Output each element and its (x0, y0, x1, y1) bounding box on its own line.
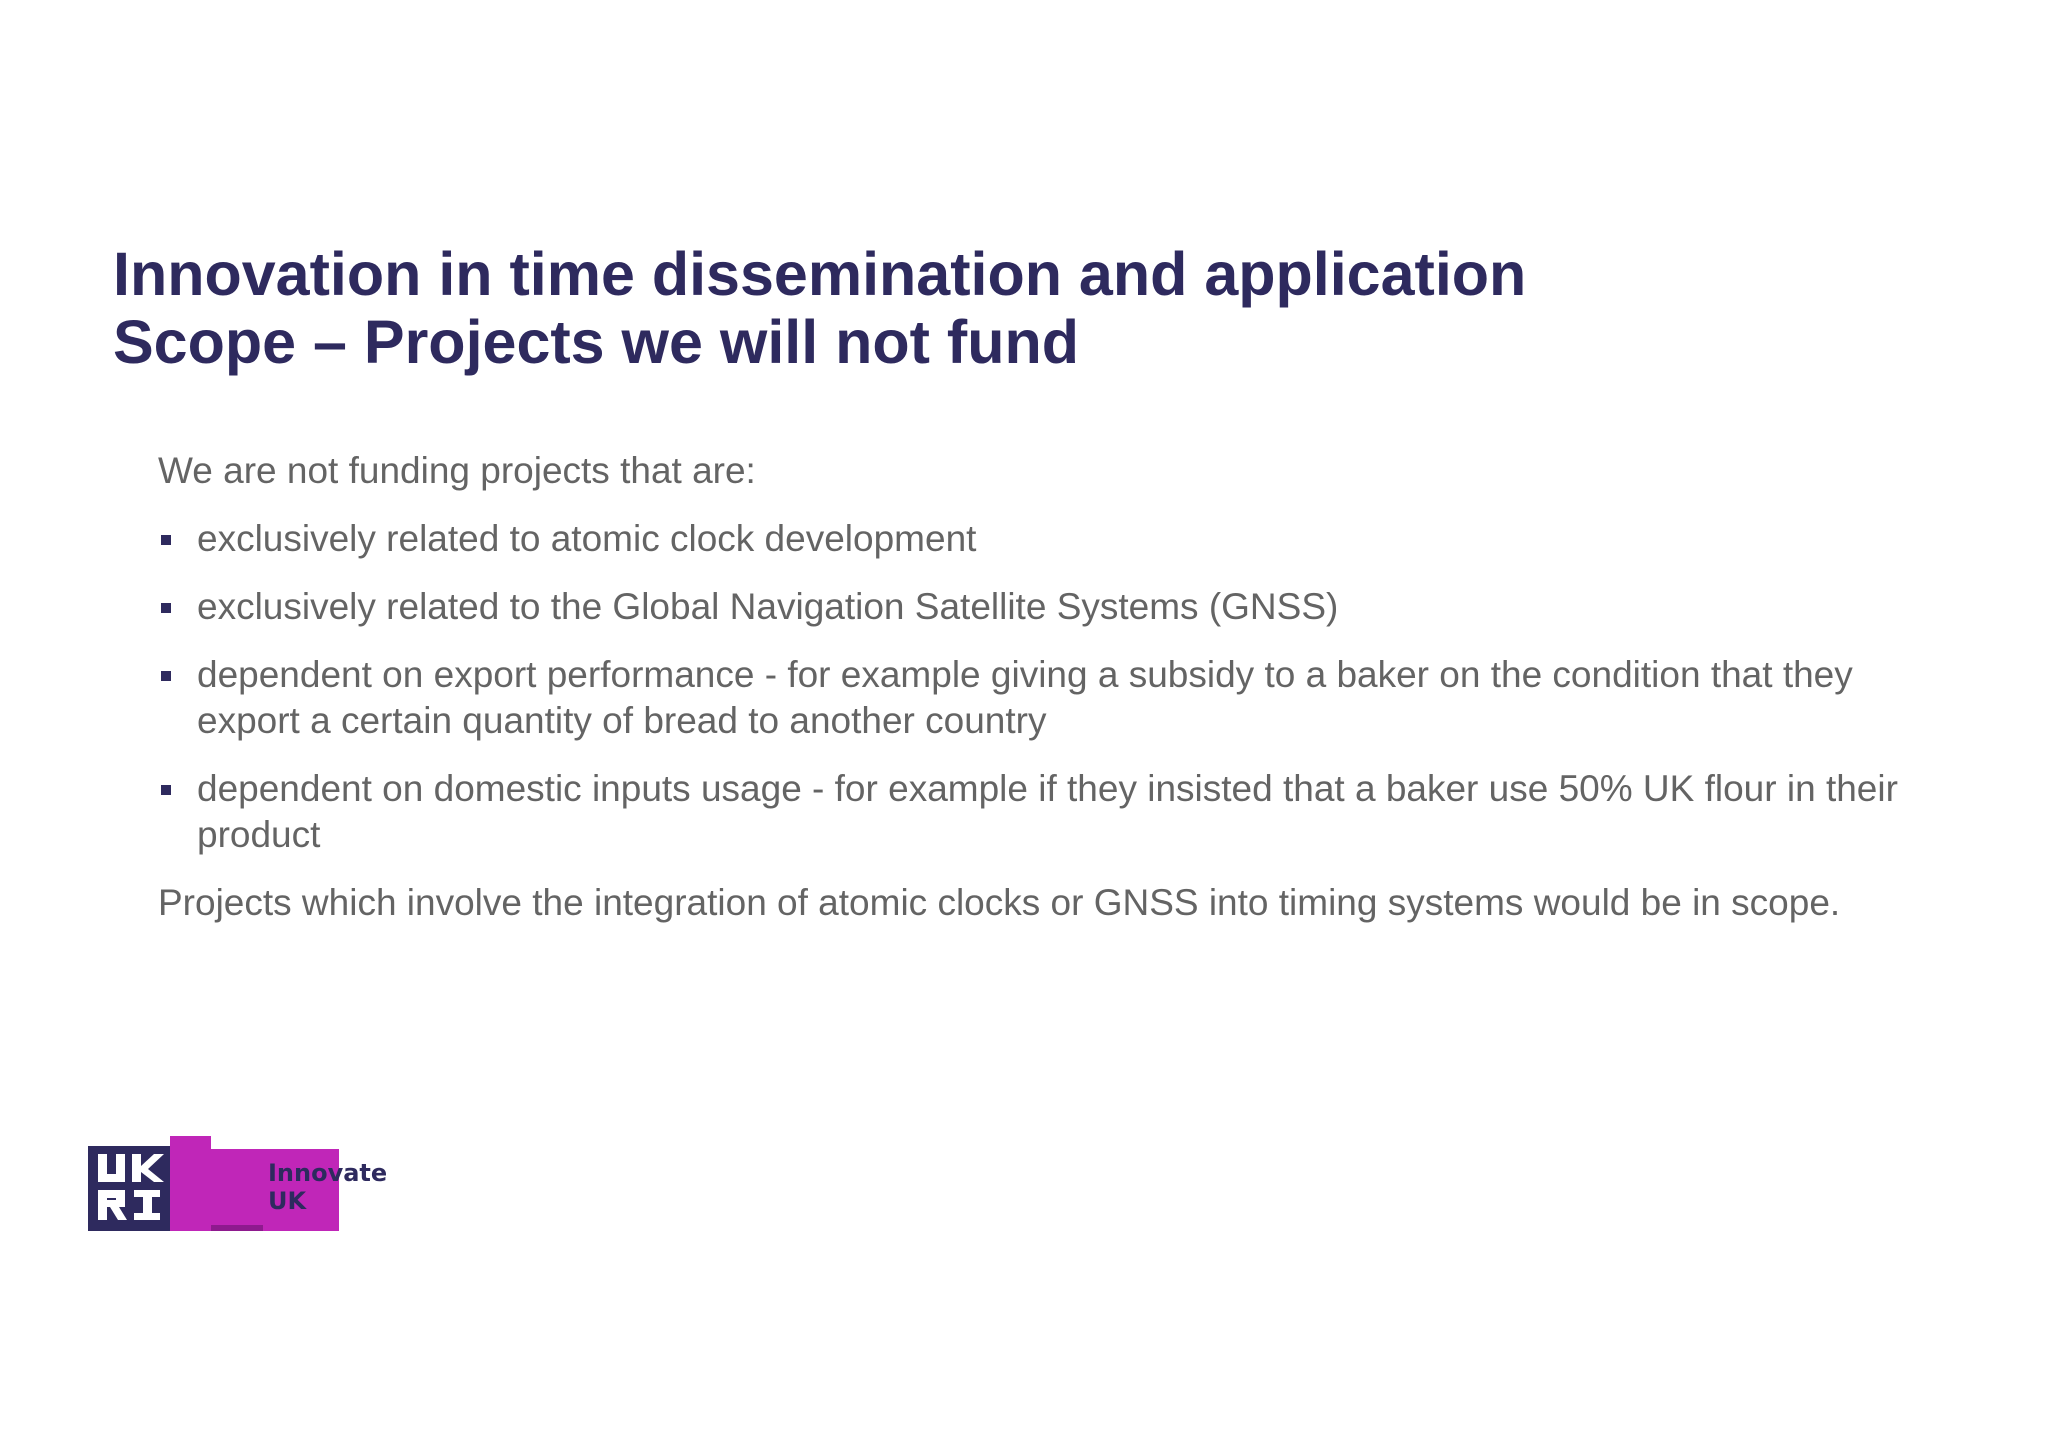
wordmark-line-1: Innovate (268, 1159, 388, 1187)
bullet-list (158, 516, 1918, 858)
slide-body (158, 448, 1918, 926)
bullet-item (158, 766, 1918, 858)
bullet-item (158, 516, 1918, 562)
square-bullet-icon (161, 535, 171, 545)
bullet-item (158, 584, 1918, 630)
bullet-text: dependent on export performance - for example giving a subsidy to a baker on the condition that they export a certain quantity of bread to another country (197, 654, 1853, 741)
bullet-text: exclusively related to atomic clock development (197, 518, 977, 559)
bullet-item (158, 652, 1918, 744)
slide-title (113, 240, 1913, 376)
title-line-2: Scope – Projects we will not fund (113, 308, 1079, 376)
intro-text: We are not funding projects that are: (158, 450, 756, 491)
logo-wordmark (268, 1159, 387, 1215)
bullet-text: exclusively related to the Global Navigation Satellite Systems (GNSS) (197, 586, 1339, 627)
square-bullet-icon (161, 671, 171, 681)
title-line-1: Innovation in time dissemination and application (113, 240, 1527, 308)
closing-text: Projects which involve the integration of atomic clocks or GNSS into timing systems would be in scope. (158, 882, 1841, 923)
wordmark-line-2: UK (268, 1187, 307, 1215)
square-bullet-icon (161, 785, 171, 795)
square-bullet-icon (161, 603, 171, 613)
bullet-text: dependent on domestic inputs usage - for example if they insisted that a baker use 50% UK flour in their product (197, 768, 1898, 855)
